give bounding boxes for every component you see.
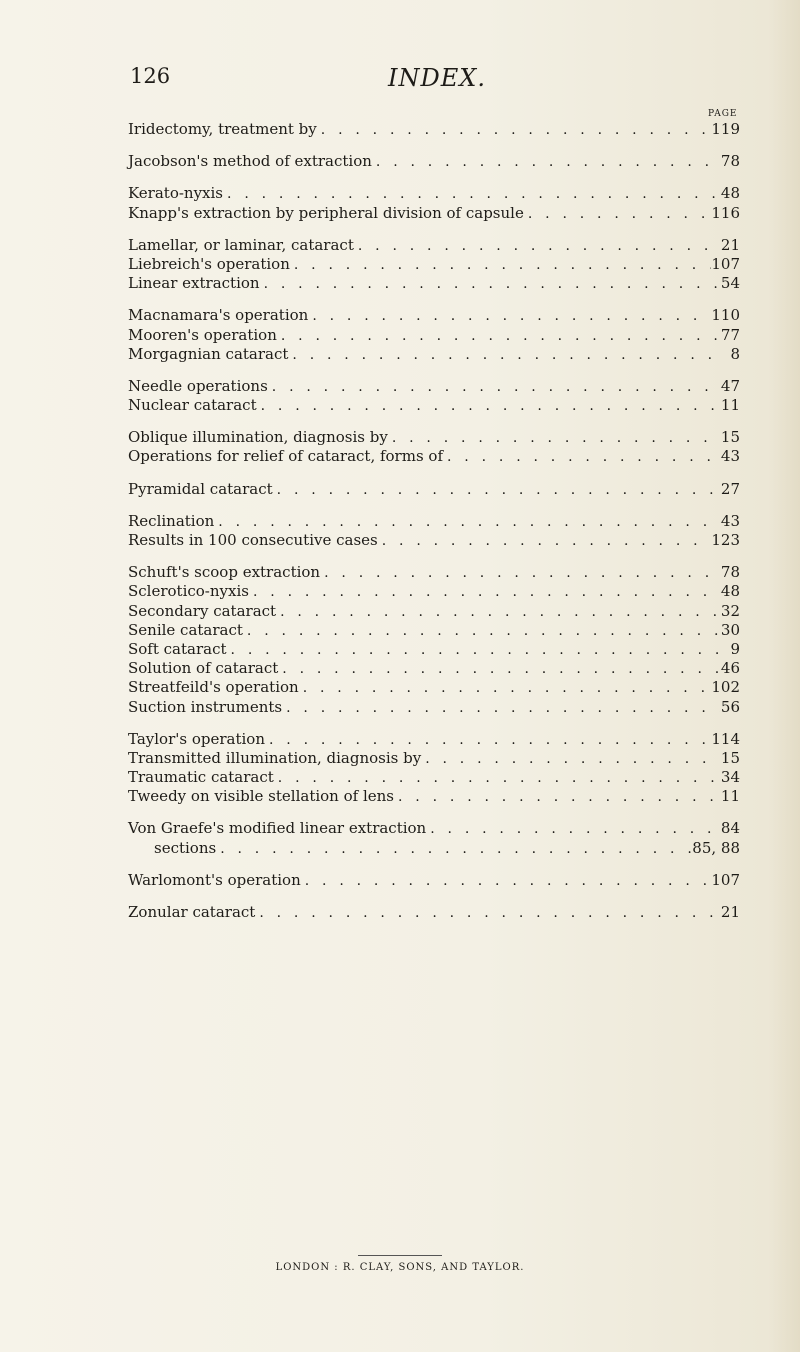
page-number: 126: [130, 64, 171, 88]
index-page-ref: 107: [711, 254, 740, 273]
index-page-ref: 15: [720, 748, 740, 767]
index-term: Streatfeild's operation: [128, 678, 299, 697]
index-term: Suction instruments: [128, 697, 283, 716]
dot-leader: [394, 789, 720, 805]
index-term: Jacobson's method of extraction: [128, 152, 372, 171]
dot-leader: [388, 430, 720, 446]
index-entry: [128, 480, 740, 499]
dot-leader: [255, 905, 720, 921]
index-page-ref: 47: [720, 376, 740, 395]
page-column-label: PAGE: [708, 109, 738, 119]
index-entry: [128, 678, 740, 697]
index-term: Soft cataract: [128, 639, 227, 658]
index-term: Macnamara's operation: [128, 306, 309, 325]
index-term: Reclination: [128, 511, 215, 530]
index-term: Pyramidal cataract: [128, 479, 273, 498]
index-page-ref: 102: [711, 678, 740, 697]
dot-leader: [301, 873, 712, 889]
dot-leader: [443, 449, 720, 465]
index-term: Taylor's operation: [128, 729, 265, 748]
index-page-ref: 77: [720, 325, 740, 344]
index-group: [128, 184, 740, 222]
index-entry: [128, 787, 740, 806]
index-term: Tweedy on visible stellation of lens: [128, 787, 394, 806]
imprint-rule: [358, 1255, 442, 1256]
index-group: [128, 152, 740, 171]
page-header: [0, 64, 800, 104]
dot-leader: [273, 482, 720, 498]
index-entry: [128, 582, 740, 601]
dot-leader: [227, 642, 720, 658]
dot-leader: [277, 328, 720, 344]
printer-imprint: LONDON : R. CLAY, SONS, AND TAYLOR.: [275, 1262, 525, 1273]
index-group: [128, 236, 740, 294]
dot-leader: [276, 604, 720, 620]
index-subentry: [128, 839, 740, 858]
index-entry: [128, 236, 740, 255]
index-entry: [128, 326, 740, 345]
index-page-ref: 34: [720, 768, 740, 787]
index-page-ref: 114: [711, 729, 740, 748]
index-entry: [128, 730, 740, 749]
dot-leader: [274, 770, 720, 786]
index-entry: [128, 512, 740, 531]
index-group: [128, 306, 740, 364]
running-title: INDEX.: [388, 64, 486, 92]
index-term: Iridectomy, treatment by: [128, 120, 317, 138]
dot-leader: [282, 700, 720, 716]
index-page-ref: 30: [720, 620, 740, 639]
index-term: Linear extraction: [128, 274, 260, 293]
index-page-ref: 15: [720, 428, 740, 447]
index-entry: [128, 698, 740, 717]
index-entry: [128, 428, 740, 447]
index-group: [128, 377, 740, 415]
index-page-ref: 32: [720, 601, 740, 620]
dot-leader: [214, 514, 720, 530]
index-page-ref: 8: [730, 344, 740, 363]
dot-leader: [278, 661, 720, 677]
index-page-ref: 21: [720, 903, 740, 921]
index-term: Secondary cataract: [128, 601, 277, 620]
dot-leader: [223, 186, 720, 202]
index-page-ref: 119: [711, 120, 740, 138]
index-entry: [128, 903, 740, 922]
index-page-ref: 56: [720, 697, 740, 716]
index-group: [128, 512, 740, 550]
index-group: [128, 563, 740, 717]
index-entry: [128, 184, 740, 203]
index-entry: [128, 602, 740, 621]
dot-leader: [320, 565, 720, 581]
index-entry: [128, 120, 740, 139]
index-entry: [128, 871, 740, 890]
dot-leader: [265, 732, 711, 748]
index-page-ref: 48: [720, 582, 740, 601]
index-entry: [128, 563, 740, 582]
index-term: Mooren's operation: [128, 325, 277, 344]
index-page-ref: 46: [720, 659, 740, 678]
index-term: Lamellar, or laminar, cataract: [128, 235, 354, 254]
index-term: Senile cataract: [128, 620, 243, 639]
dot-leader: [426, 821, 720, 837]
index-term: sections: [154, 838, 217, 857]
index-page-ref: 116: [711, 203, 740, 222]
index-group: [128, 730, 740, 807]
dot-leader: [288, 347, 720, 363]
index-entry: [128, 640, 740, 659]
index-entry: [128, 447, 740, 466]
index-page-ref: 43: [720, 511, 740, 530]
dot-leader: [299, 680, 712, 696]
dot-leader: [290, 257, 711, 273]
index-term: Transmitted illumination, diagnosis by: [128, 748, 422, 767]
index-term: Knapp's extraction by peripheral division of capsule: [128, 203, 524, 222]
index-group: [128, 903, 740, 922]
index-page-ref: 11: [720, 787, 740, 806]
index-term: Solution of cataract: [128, 659, 279, 678]
index-term: Zonular cataract: [128, 903, 256, 921]
dot-leader: [268, 379, 720, 395]
index-entry: [128, 819, 740, 838]
index-term: Kerato-nyxis: [128, 184, 224, 203]
dot-leader: [421, 751, 720, 767]
dot-leader: [216, 841, 692, 857]
index-term: Traumatic cataract: [128, 768, 274, 787]
index-term: Operations for relief of cataract, forms of: [128, 447, 443, 466]
index-entry: [128, 274, 740, 293]
index-term: Sclerotico-nyxis: [128, 582, 249, 601]
index-page-ref: 9: [730, 639, 740, 658]
index-page-ref: 11: [720, 396, 740, 415]
index-entry: [128, 531, 740, 550]
index-entry: [128, 152, 740, 171]
dot-leader: [249, 584, 720, 600]
index-entry: [128, 749, 740, 768]
dot-leader: [524, 206, 712, 222]
index-group: [128, 871, 740, 890]
index-page-ref: 110: [711, 306, 740, 325]
index-term: Liebreich's operation: [128, 254, 290, 273]
index-term: Results in 100 consecutive cases: [128, 531, 378, 549]
index-entry: [128, 306, 740, 325]
dot-leader: [308, 308, 711, 324]
index-term: Oblique illumination, diagnosis by: [128, 428, 388, 447]
index-page-ref: 107: [711, 870, 740, 889]
index-term: Morgagnian cataract: [128, 344, 289, 363]
index-entry: [128, 345, 740, 364]
index-page-ref: 27: [720, 479, 740, 498]
index-group: [128, 428, 740, 466]
index-entry: [128, 396, 740, 415]
index-entry: [128, 659, 740, 678]
index-entry: [128, 377, 740, 396]
dot-leader: [378, 533, 712, 549]
dot-leader: [260, 276, 720, 292]
index-term: Von Graefe's modified linear extraction: [128, 819, 427, 838]
index-page-ref: 78: [720, 152, 740, 171]
index-entry: [128, 255, 740, 274]
dot-leader: [372, 154, 720, 170]
index-page-ref: 85, 88: [692, 838, 740, 857]
dot-leader: [243, 623, 720, 639]
index-entry: [128, 621, 740, 640]
index-page-ref: 43: [720, 447, 740, 466]
index-page-ref: 78: [720, 563, 740, 582]
index-page-ref: 123: [711, 531, 740, 549]
dot-leader: [354, 238, 720, 254]
index-group: [128, 819, 740, 857]
index-group: [128, 480, 740, 499]
index-page-ref: 54: [720, 274, 740, 293]
dot-leader: [317, 122, 712, 138]
index-page-ref: 84: [720, 819, 740, 838]
index-group: [128, 120, 740, 139]
dot-leader: [257, 398, 720, 414]
index-page-ref: 48: [720, 184, 740, 203]
index-entry: [128, 204, 740, 223]
index-entry: [128, 768, 740, 787]
index-term: Needle operations: [128, 376, 268, 395]
index-list: [128, 120, 740, 935]
index-term: Schuft's scoop extraction: [128, 563, 321, 582]
index-term: Warlomont's operation: [128, 870, 301, 889]
index-term: Nuclear cataract: [128, 396, 257, 415]
index-page-ref: 21: [720, 235, 740, 254]
